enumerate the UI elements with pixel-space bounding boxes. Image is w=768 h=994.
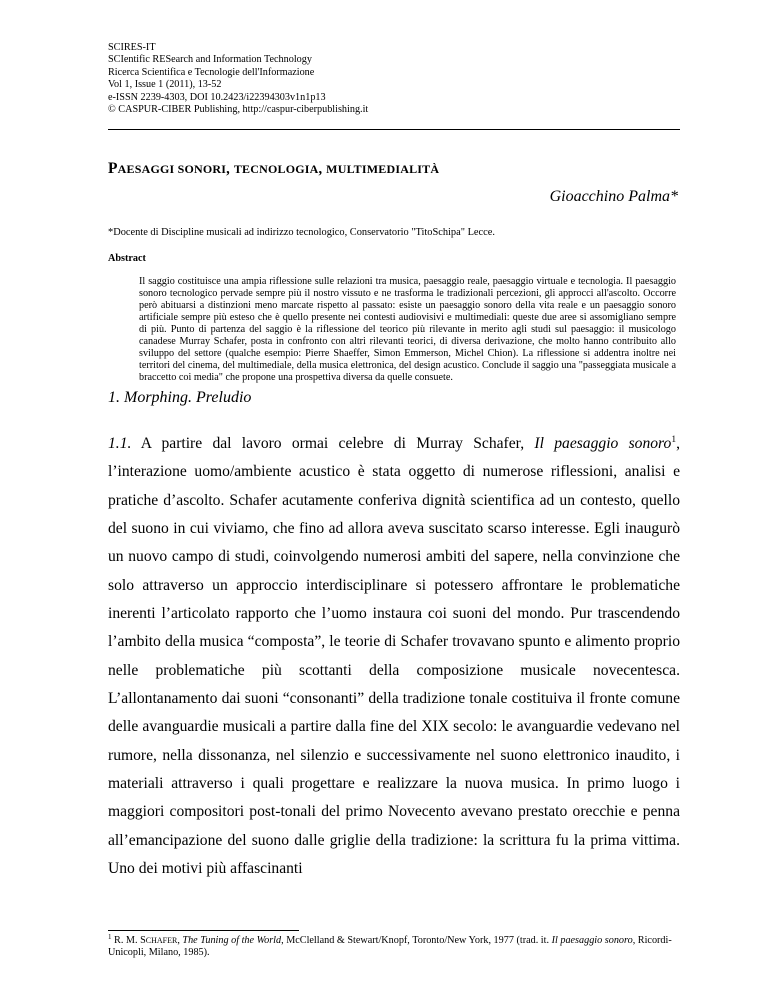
footnote: $^1$ R. M. SCHAFER, The Tuning of the World, McClelland & Stewart/Knopf, Toronto/New York, 1977 (trad. it. Il paesaggio sonoro, Ricordi-Unicopli, Milano, 1985). [108,933,672,959]
author-affiliation: *Docente di Discipline musicali ad indirizzo tecnologico, Conservatorio "TitoSchipa" Lecce. [108,227,495,238]
journal-issn-doi: e-ISSN 2239-4303, DOI 10.2423/i22394303v1n1p13 [108,91,326,103]
footnote-divider [108,930,299,931]
body-paragraph: 1.1. A partire dal lavoro ormai celebre di Murray Schafer, Il paesaggio sonoro$^1$, l’interazione uomo/ambiente acustico è stata oggetto di numerose riflessioni, analisi e pratiche d’ascolto. Schafer acutamente conferiva dignità scientifica ad un contesto, quello del suono in cui viviamo, che fino ad allora aveva suscitato scarso interesse. Egli inaugurò un nuovo campo di studi, coinvolgendo numerosi ambiti del sapere, nella convinzione che solo attraverso un approccio interdisciplinare si potessero affrontare le problematiche inerenti l’articolato rapporto che l’uomo instaura coi suoni del mondo. Pur trascendendo l’ambito della musica “composta”, le teorie di Schafer trovavano spunto e alimento proprio nelle problematiche più scottanti della composizione musicale novecentesca. L’allontanamento dai suoni “consonanti” della tradizione tonale costituiva il fronte comune delle avanguardie musicali a partire dalla fine del XIX secolo: le avanguardie vedevano nel rumore, nella dissonanza, nel silenzio e successivamente nel suono elettronico inaudito, i materiali attraverso i quali progettare e realizzare la nuova musica. In primo luogo i maggiori compositori post-tonali del primo Novecento avevano prestato orecchie e penna all’emancipazione del suono dalle griglie della tradizione: la scrittura fu la prima vittima. Uno dei motivi più affascinanti [108,435,680,878]
footnote-work-title: The Tuning of the World [182,935,282,946]
author-name: Gioacchino Palma* [549,188,678,205]
journal-volume: Vol 1, Issue 1 (2011), 13-52 [108,79,222,91]
article-title: PAESAGGI SONORI, TECNOLOGIA, MULTIMEDIALITÀ [108,160,440,177]
header-divider [108,129,680,130]
footnote-reference[interactable]: 1 [671,435,677,445]
book-title: Il paesaggio sonoro [534,435,672,452]
journal-acronym: SCIRES-IT [108,42,156,53]
abstract-text: Il saggio costituisce una ampia riflessione sulle relazioni tra musica, paesaggio reale, paesaggio virtuale e tecnologia. Il paesaggio sonoro tecnologico pervade sempre più il nostro vissuto e ne trasforma le tradizionali percezioni, gli approcci all'ascolto. Occorre però abituarsi a distinzioni meno marcate rispetto al passato: esiste un paesaggio sonoro della vita reale e un paesaggio sonoro artificiale sempre più esteso che è quello presente nei contesti audiovisivi e multimediali: queste due aree si assomigliano sempre di più. Punto di partenza del saggio è la riflessione del teorico più rilevante in merito agli studi sul paesaggio: il musicologo canadese Murray Schafer, posta in confronto con altri rilevanti teorici, di diversa derivazione, che molto hanno contribuito allo sviluppo del settore (qualche esempio: Pierre Shaeffer, Simon Emmerson, Michel Chion). La riflessione si addentra inoltre nei territori del cinema, del multimediale, della musica elettronica, del design acustico. Conclude il saggio una "passeggiata musicale a braccetto coi media" che propone una prospettiva diversa da quelle consuete. [139,276,676,384]
journal-name-en: SCIentific RESearch and Information Technology [108,54,312,66]
section-heading: 1. Morphing. Preludio [108,389,252,406]
footnote-mark: 1 [108,933,112,941]
paragraph-number: 1.1. [108,435,132,452]
abstract-heading: Abstract [108,253,146,264]
journal-header [108,42,668,116]
journal-publisher: © CASPUR-CIBER Publishing, http://caspur-ciberpublishing.it [108,104,369,116]
footnote-translation-title: Il paesaggio sonoro [551,935,633,946]
journal-name-it: Ricerca Scientifica e Tecnologie dell'Informazione [108,66,315,78]
